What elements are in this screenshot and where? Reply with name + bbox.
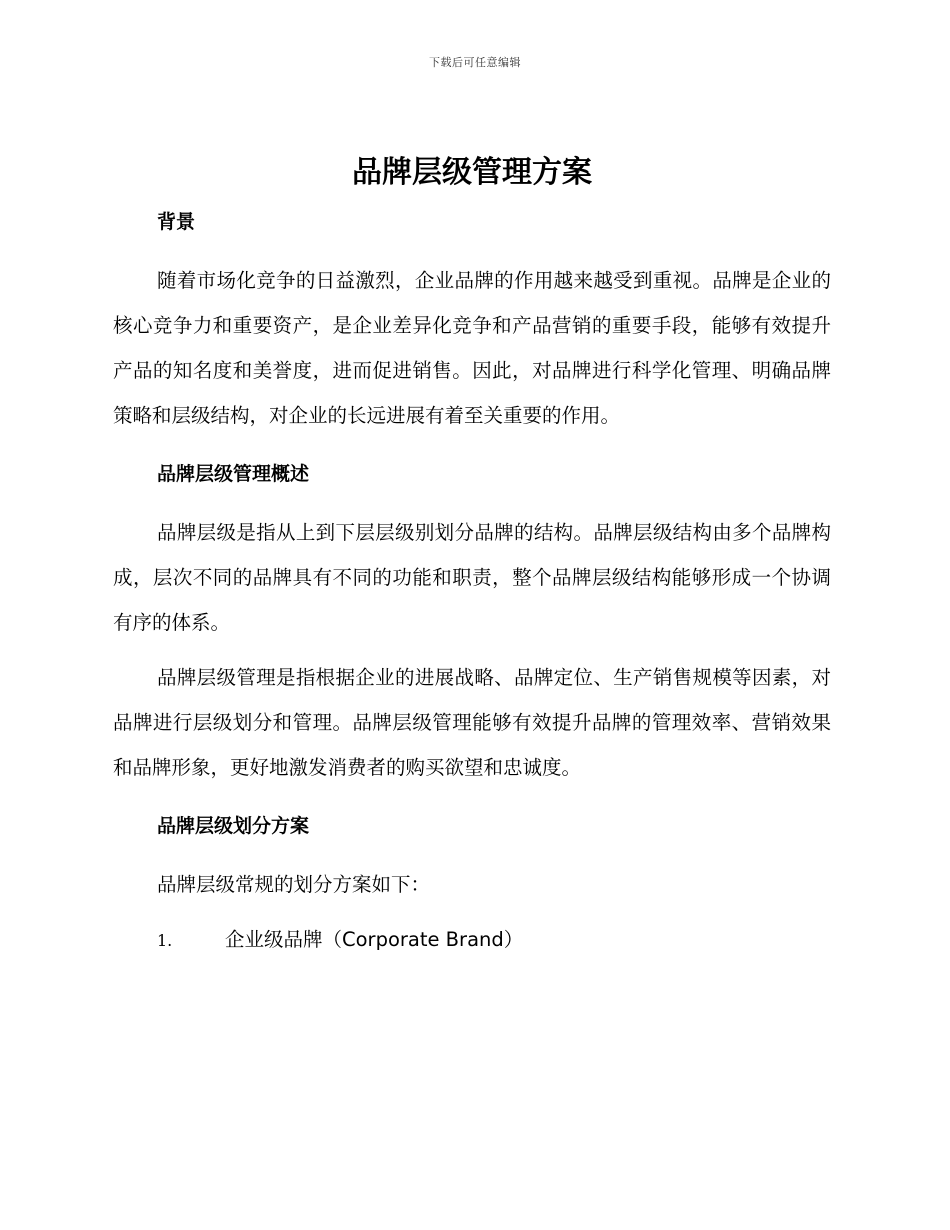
- document-content: [113, 148, 831, 963]
- list-item: [113, 917, 831, 963]
- document-title: 品牌层级管理方案: [352, 155, 592, 190]
- section-heading-overview: 品牌层级管理概述: [157, 463, 310, 485]
- list-item-text: 企业级品牌（Corporate Brand）: [225, 928, 524, 951]
- header-note: 下载后可任意编辑: [429, 56, 521, 69]
- section-heading-division: 品牌层级划分方案: [157, 815, 310, 837]
- section-heading-background: 背景: [157, 211, 196, 233]
- background-paragraph: 随着市场化竞争的日益激烈，企业品牌的作用越来越受到重视。品牌是企业的核心竞争力和重要资产，是企业差异化竞争和产品营销的重要手段，能够有效提升产品的知名度和美誉度，进而促进销售。因此，对品牌进行科学化管理、明确品牌策略和层级结构，对企业的长远进展有着至关重要的作用。: [113, 269, 831, 427]
- overview-paragraph-1: 品牌层级是指从上到下层层级别划分品牌的结构。品牌层级结构由多个品牌构成，层次不同的品牌具有不同的功能和职责，整个品牌层级结构能够形成一个协调有序的体系。: [113, 521, 831, 634]
- overview-paragraph-2: 品牌层级管理是指根据企业的进展战略、品牌定位、生产销售规模等因素，对品牌进行层级划分和管理。品牌层级管理能够有效提升品牌的管理效率、营销效果和品牌形象，更好地激发消费者的购买欲望和忠诚度。: [113, 666, 831, 779]
- list-item-number: 1.: [157, 931, 173, 950]
- division-intro-paragraph: 品牌层级常规的划分方案如下：: [157, 873, 431, 896]
